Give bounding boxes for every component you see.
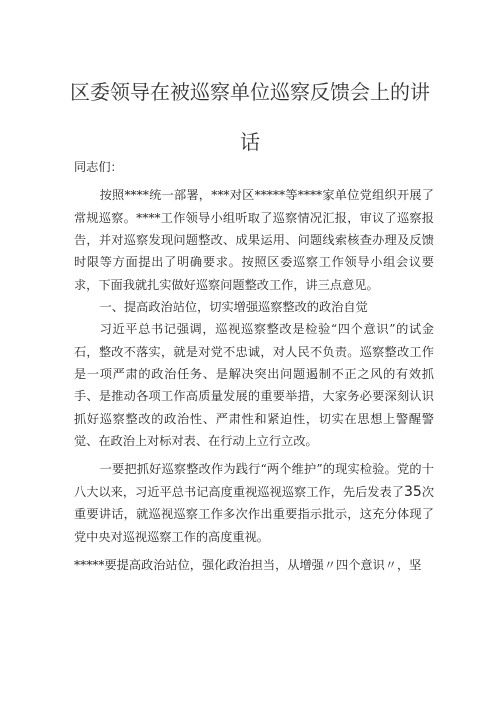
document-title-line1: 区委领导在被巡察单位巡察反馈会上的讲: [70, 80, 430, 104]
speech-count: 35: [403, 483, 422, 500]
section-heading-1: 一、提高政治站位，切实增强巡察整改的政治自觉: [99, 300, 368, 315]
paragraph-text-before: 一要把抓好巡察整改作为践行“两个维护”的现实检验。党的十八大以来，习近平总书记高度重视巡视巡察工作，先后发表了: [74, 462, 434, 499]
salutation: 同志们：: [74, 160, 123, 174]
paragraph-intro: 按照****统一部署，***对区*****等****家单位党组织开展了常规巡察。****工作领导小组听取了巡察情况汇报，审议了巡察报告，并对巡察发现问题整改、成果运用、问题线索核查办理及反馈时限等方面提出了明确要求。按照区委巡察工作领导小组会议要求，下面我就扎实做好巡察问题整改工作，讲三点意见。: [74, 188, 434, 292]
paragraph-political-stance: *****要提高政治站位，强化政治担当，从增强〃四个意识〃，坚: [74, 557, 422, 572]
document-title-line2: 话: [240, 130, 260, 154]
paragraph-significance: 习近平总书记强调，巡视巡察整改是检验“四个意识”的试金石，整改不落实，就是对党不忠诚，对人民不负责。巡察整改工作是一项严肃的政治任务、是解决突出问题遏制不正之风的有效抓手、是推动各项工作高质量发展的重要举措，大家务必要深刻认识抓好巡察整改的政治性、严肃性和紧迫性，切实在思想上警醒警觉、在政治上对标对表、在行动上立行立改。: [74, 322, 434, 449]
paragraph-two-safeguards: [74, 458, 434, 547]
document-body: [74, 156, 434, 576]
paragraph-text-after: 次重要讲话，就巡视巡察工作多次作出重要指示批示，这充分体现了党中央对巡视巡察工作的高度重视。: [74, 484, 435, 544]
